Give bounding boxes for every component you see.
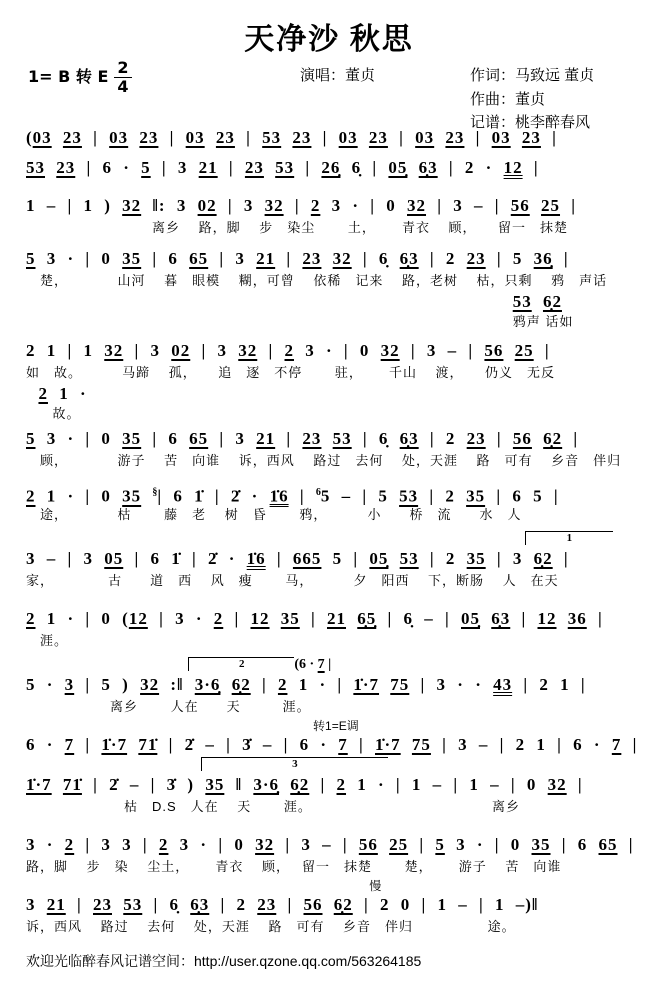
key-signature (28, 60, 132, 95)
annotation-notation: (6 · 7 | (294, 657, 332, 672)
lyrics-line: 途， 枯 藤 老 树 昏 鸦， 小 桥 流 水 人 (26, 507, 522, 522)
notation-line: 2 1 · | 0 35 §| 6 1̇ | 2̇ · 1̇6 | $^6$5 – | 5 53 | 2 35 | 6 5 | (26, 486, 559, 506)
score-line (26, 877, 650, 937)
score-line (26, 427, 650, 471)
lyrics-line: 诉，西风 路过 去何 处，天涯 路 可有 乡音 伴归 途。 (26, 919, 516, 934)
lyrics-line: 家， 古 道 西 风 瘦 马， 夕 阳西 下，断肠 人 在天 (26, 573, 559, 588)
notation-line: 5 · 3 | 5 ) 32 :‖ 3·6̣ 6̣2 | 2 1 · | 1̇·7 75 | 3 · · 43 | 2 1 | (26, 675, 586, 694)
notation-line: 6 · 7 | 1̇·7 71̇ | 2̇ – | 3̇ – | 6 · 7 | 1̇·7 75 | 3 – | 2 1 | 6 · 7 | (26, 735, 638, 754)
time-signature (114, 60, 131, 95)
score-line (26, 757, 650, 817)
sub-notation-line: 53 6̣2 (512, 292, 562, 311)
performer-credit: 演唱：董贞 (300, 67, 376, 84)
lyrics-line: 如 故。 马蹄 孤， 追 逐 不停 驻， 千山 渡， 仍义 无反 (26, 365, 556, 380)
lyrics-line: 离乡 人在 天 涯。 (26, 699, 311, 714)
lyrics-line: 路，脚 步 染 尘土， 青衣 顾， 留一 抹楚 楚， 游子 苦 向谁 (26, 859, 562, 874)
notation-line: 3 · 2 | 3 3 | 2 3 · | 0 32 | 3 – | 56 25 | 5 3 · | 0 35 | 6 65 | (26, 835, 634, 854)
annotation-text: 慢 (369, 879, 382, 893)
annotation-row (26, 757, 650, 773)
annotation-text: 转1=E调 (313, 719, 359, 733)
annotation-row (26, 531, 650, 547)
notation-line: 5 3 · | 0 35 | 6 65 | 3 21 | 23 53 | 6̣ 6̣3 | 2 23 | 56 6̣2 | (26, 429, 579, 448)
score-line (26, 531, 650, 591)
score-line (26, 194, 650, 238)
time-signature-denominator: 4 (117, 77, 129, 96)
notation-line: 1̇·7 71̇ | 2̇ – | 3̇ ) 35 ‖ 3·6̣ 6̣2 | 2 1 · | 1 – | 1 – | 0 32 | (26, 775, 583, 794)
sub-lyrics-line: 鸦声 话如 (512, 314, 574, 329)
score-line (26, 607, 650, 651)
lyrics-line: 涯。 (26, 633, 69, 648)
volta-bracket: 1 (525, 531, 612, 545)
transcriber-credit: 记谱：桃李醉春风 (470, 114, 591, 131)
volta-bracket: 2 (188, 657, 294, 671)
volta-bracket: 3 (201, 757, 388, 771)
notation-line: 3 21 | 23 53 | 6̣ 6̣3 | 2 23 | 56 6̣2 | 2 0 | 1 – | 1 –)‖ (26, 895, 539, 914)
lyrics-line: 顾， 游子 苦 向谁 诉，西风 路过 去何 处，天涯 路 可有 乡音 伴归 (26, 453, 622, 468)
key-signature-text: 1= B 转 E (28, 67, 109, 86)
score-line (26, 247, 650, 333)
score-line (26, 657, 650, 717)
score-line (26, 717, 650, 757)
notation-line: 1 – | 1 ) 32 ‖: 3 02 | 3 32 | 2 3 · | 0 32 | 3 – | 56 25 | (26, 196, 577, 215)
annotation-row (26, 717, 650, 733)
lyricist-credit: 作词：马致远 董贞 (470, 67, 595, 84)
score-line (26, 339, 650, 425)
annotation-row (26, 657, 650, 673)
footer-text: 欢迎光临醉春风记谱空间：http://user.qzone.qq.com/563264185 (26, 953, 422, 969)
lyrics-line: 离乡 路，脚 步 染尘 土， 青衣 顾， 留一 抹楚 (26, 220, 569, 235)
sub-lyrics-line: 故。 (38, 406, 81, 421)
lyrics-line: 楚， 山河 暮 眼模 糊，可曾 依稀 记来 路，老树 枯，只剩 鸦 声话 (26, 273, 608, 288)
sub-line (26, 383, 650, 425)
composer-credit: 作曲：董贞 (470, 91, 546, 108)
notation-line: 2 1 · | 0 (12 | 3 · 2 | 12 35 | 21 6̣5̣ | 6̣ – | 05̣ 6̣3 | 12 36 | (26, 609, 603, 628)
notation-line: 3 – | 3 05 | 6 1̇ | 2̇ · 1̇6 | 665 5 | 05̣ 53 | 2 35 | 3 6̣2 | (26, 549, 569, 568)
notation-line: 2 1 | 1 32 | 3 02 | 3 32 | 2 3 · | 0 32 | 3 – | 56 25 | (26, 341, 550, 360)
sub-line (26, 291, 650, 333)
score-line (26, 481, 650, 525)
notation-line: 53 23 | 6 · 5 | 3 21 | 23 53 | 26̣ 6̣ | 05̣ 6̣3 | 2 · 12 | (26, 158, 539, 177)
sub-notation-line: 2 1 · (38, 384, 87, 403)
score-line (26, 833, 650, 877)
notation-line: 5 3 · | 0 35 | 6 65 | 3 21 | 23 32 | 6̣ 6̣3 | 2 23 | 5 36̣ | (26, 249, 569, 268)
header (0, 0, 658, 131)
score-title: 天净沙 秋思 (244, 23, 414, 56)
annotation-row (26, 877, 650, 893)
time-signature-numerator: 2 (114, 60, 131, 78)
score-line (26, 156, 650, 180)
lyrics-line: 枯 D.S 人在 天 涯。 离乡 (26, 799, 521, 814)
notation-line: (03 23 | 03 23 | 03 23 | 53 23 | 03 23 | 03 23 | 03 23 | (26, 128, 557, 147)
footer (0, 937, 658, 971)
notation-score (0, 126, 658, 937)
